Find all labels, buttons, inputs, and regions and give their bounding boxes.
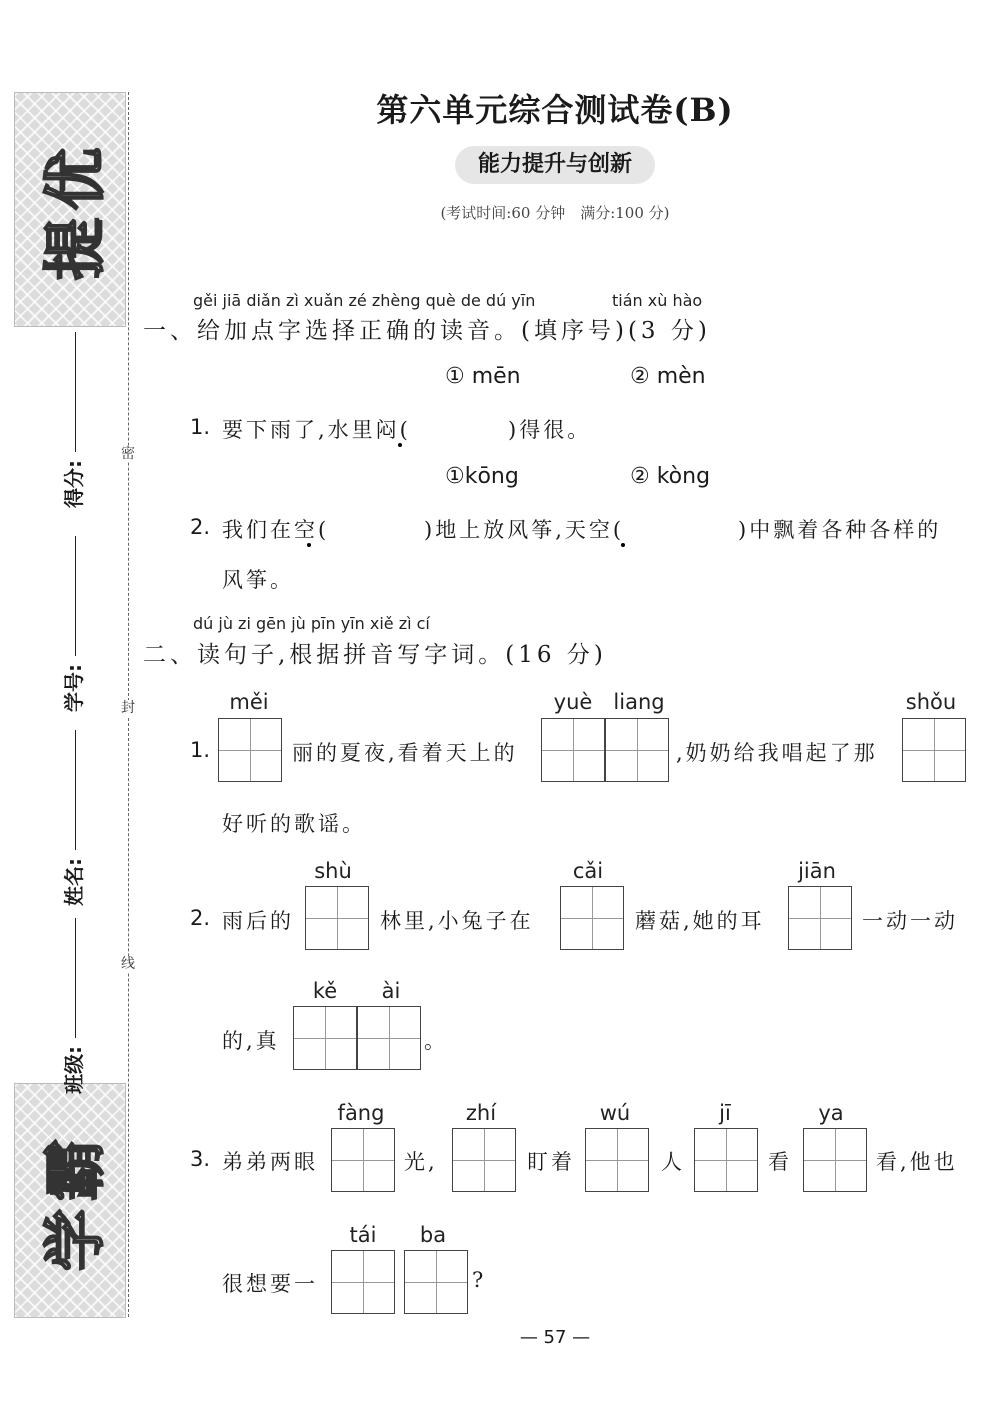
s2-q2-text-6: 。 [424,1029,448,1053]
student-id-field[interactable] [58,536,87,712]
q2-text-a: 我们在空( [222,518,330,542]
student-id-label: 学号: [62,664,86,712]
s2-q1-text-1: 丽的夏夜,看着天上的 [292,741,518,765]
page-number: — 57 — [519,1327,591,1348]
pinyin-label: cǎi [572,859,604,883]
s2-q3-text-4: 人 [661,1150,685,1174]
s2-q3-text-7: 很想要一 [222,1272,318,1296]
q1-option-1: ① mēn [445,364,521,389]
s2-q2-text-3: 蘑菇,她的耳 [635,909,765,933]
emphasis-dot [398,443,402,447]
writing-box[interactable] [560,886,624,950]
pinyin-label: jī [719,1101,731,1125]
s2-q1-text-3: 好听的歌谣。 [222,812,366,836]
emphasis-dot [307,543,311,547]
pinyin-label: shǒu [905,690,957,714]
q2-answer-blank-1[interactable] [338,514,418,540]
score-label: 得分: [62,460,86,508]
q1-number: 1. [190,415,211,439]
writing-box[interactable] [218,718,282,782]
writing-box[interactable] [452,1128,516,1192]
q2-answer-blank-2[interactable] [650,514,730,540]
s2-q1-number: 1. [190,738,211,762]
pinyin-label: ba [419,1223,447,1247]
s2-q3-text-2: 光, [404,1150,438,1174]
writing-box[interactable] [293,1006,357,1070]
s2-q2-text-4: 一动一动 [862,909,958,933]
q1-text-b: )得很。 [508,418,592,442]
s2-q3-text-5: 看 [768,1150,792,1174]
pinyin-label: wú [599,1101,631,1125]
q1-text-a: 要下雨了,水里闷( [222,418,411,442]
writing-box[interactable] [331,1128,395,1192]
writing-box[interactable] [541,718,605,782]
q2-option-1: ①kōng [445,464,519,489]
s2-q2-number: 2. [190,906,211,930]
name-field[interactable] [58,730,87,906]
subtitle-badge: 能力提升与创新 [455,146,655,184]
q1-answer-blank[interactable] [423,414,503,440]
s2-q3-text-6: 看,他也 [876,1150,958,1174]
writing-box[interactable] [803,1128,867,1192]
pinyin-label: zhí [465,1101,497,1125]
pinyin-label: ya [818,1101,844,1125]
s2-q2-text-2: 林里,小兔子在 [380,909,534,933]
writing-box[interactable] [694,1128,758,1192]
s2-q3-text-3: 盯着 [527,1150,575,1174]
section1-pinyin: gěi jiā diǎn zì xuǎn zé zhèng què de dú yīn [193,291,536,310]
q2-number: 2. [190,515,211,539]
section2-heading: 二、读句子,根据拼音写字词。(16 分) [143,642,607,668]
pinyin-label: yuè [553,690,593,714]
pinyin-label: měi [229,690,269,714]
pinyin-label: shù [314,859,352,883]
pinyin-label: tái [349,1223,377,1247]
s2-q3-text-8: ? [472,1268,487,1292]
writing-box[interactable] [305,886,369,950]
exam-info: (考试时间:60 分钟 满分:100 分) [440,204,670,222]
seal-char-feng: 封 [121,700,135,716]
class-field[interactable] [58,918,87,1094]
s2-q1-text-2: ,奶奶给我唱起了那 [676,741,878,765]
writing-box[interactable] [788,886,852,950]
q2-text-c: )中飘着各种各样的 [738,518,942,542]
class-label: 班级: [62,1046,86,1094]
section2-pinyin: dú jù zi gēn jù pīn yīn xiě zì cí [193,614,430,633]
q2-text-d: 风筝。 [222,568,294,592]
page-title: 第六单元综合测试卷(B) [376,91,734,129]
pinyin-label: liang [613,690,665,714]
q1-option-2: ② mèn [630,364,706,389]
writing-box[interactable] [357,1006,421,1070]
pinyin-label: fàng [337,1101,385,1125]
q2-text-b: )地上放风筝,天空( [424,518,625,542]
score-field[interactable] [58,332,87,508]
q2-option-2: ② kòng [630,464,711,489]
banner-top-text: 提优 [38,139,112,280]
name-label: 姓名: [62,858,86,906]
seal-char-xian: 线 [121,956,135,972]
seal-char-mi: 密 [121,446,135,462]
writing-box[interactable] [585,1128,649,1192]
writing-box[interactable] [605,718,669,782]
banner-bottom [14,1083,126,1318]
section1-pinyin-2: tián xù hào [612,291,703,310]
banner-bottom-text: 学霸 [38,1130,112,1271]
pinyin-label: ài [381,979,401,1003]
s2-q3-text-1: 弟弟两眼 [222,1150,318,1174]
section1-heading: 一、给加点字选择正确的读音。(填序号)(3 分) [143,318,711,344]
s2-q2-text-1: 雨后的 [222,909,294,933]
writing-box[interactable] [404,1250,468,1314]
s2-q3-number: 3. [190,1147,211,1171]
writing-box[interactable] [331,1250,395,1314]
emphasis-dot [621,543,625,547]
pinyin-label: kě [312,979,338,1003]
pinyin-label: jiān [798,859,836,883]
s2-q2-text-5: 的,真 [222,1029,280,1053]
writing-box[interactable] [902,718,966,782]
